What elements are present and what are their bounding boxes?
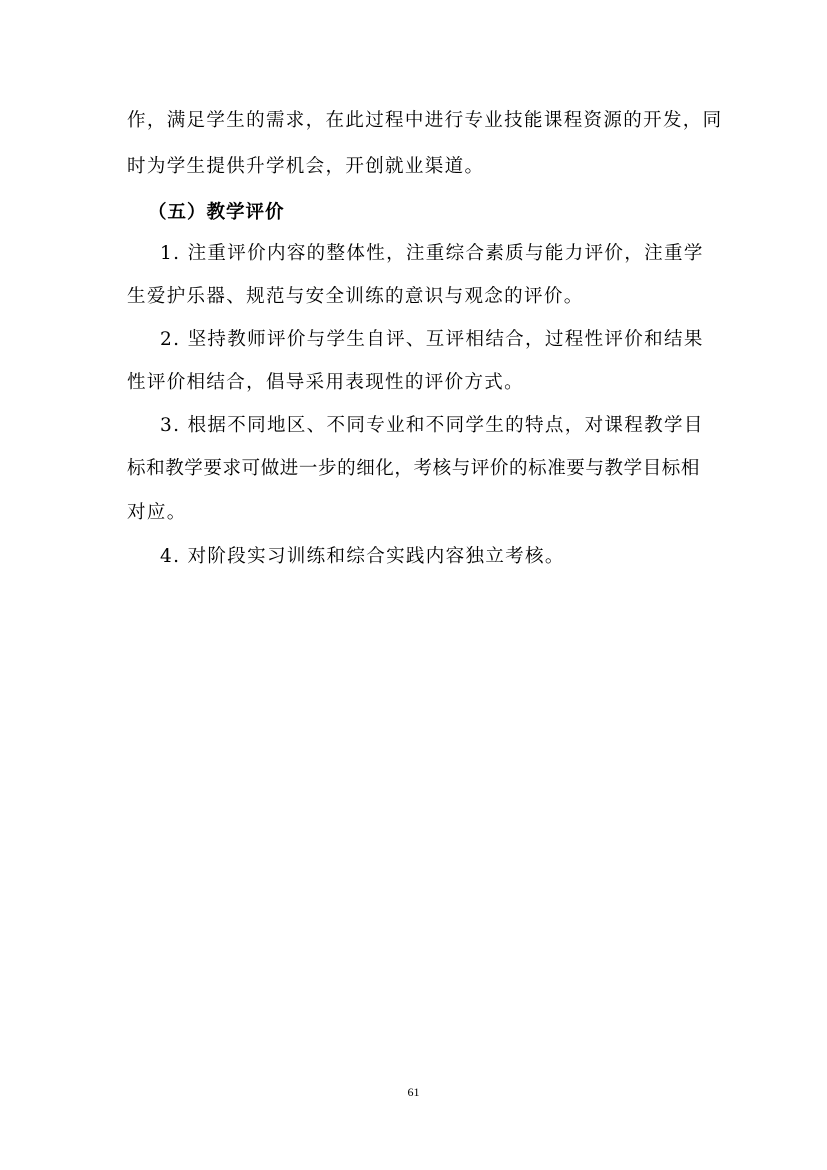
list-item-4-line-1: 4. 对阶段实习训练和综合实践内容独立考核。 (160, 546, 565, 567)
list-item-1-line-2: 生爱护乐器、规范与安全训练的意识与观念的评价。 (127, 286, 584, 307)
list-item-2-line-2: 性评价相结合，倡导采用表现性的评价方式。 (127, 372, 525, 393)
paragraph-line: 时为学生提供升学机会，开创就业渠道。 (127, 156, 485, 177)
page-number: 61 (407, 1085, 420, 1099)
paragraph-line: 作，满足学生的需求，在此过程中进行专业技能课程资源的开发，同 (127, 110, 723, 131)
list-item-3-line-3: 对应。 (127, 502, 187, 523)
list-item-3-line-2: 标和教学要求可做进一步的细化，考核与评价的标准要与教学目标相 (127, 458, 701, 479)
list-item-3-line-1: 3. 根据不同地区、不同专业和不同学生的特点，对课程教学目 (160, 415, 704, 436)
list-item-1-line-1: 1. 注重评价内容的整体性，注重综合素质与能力评价，注重学 (160, 243, 704, 264)
section-heading: （五）教学评价 (148, 202, 285, 223)
list-item-2-line-1: 2. 坚持教师评价与学生自评、互评相结合，过程性评价和结果 (160, 329, 704, 350)
